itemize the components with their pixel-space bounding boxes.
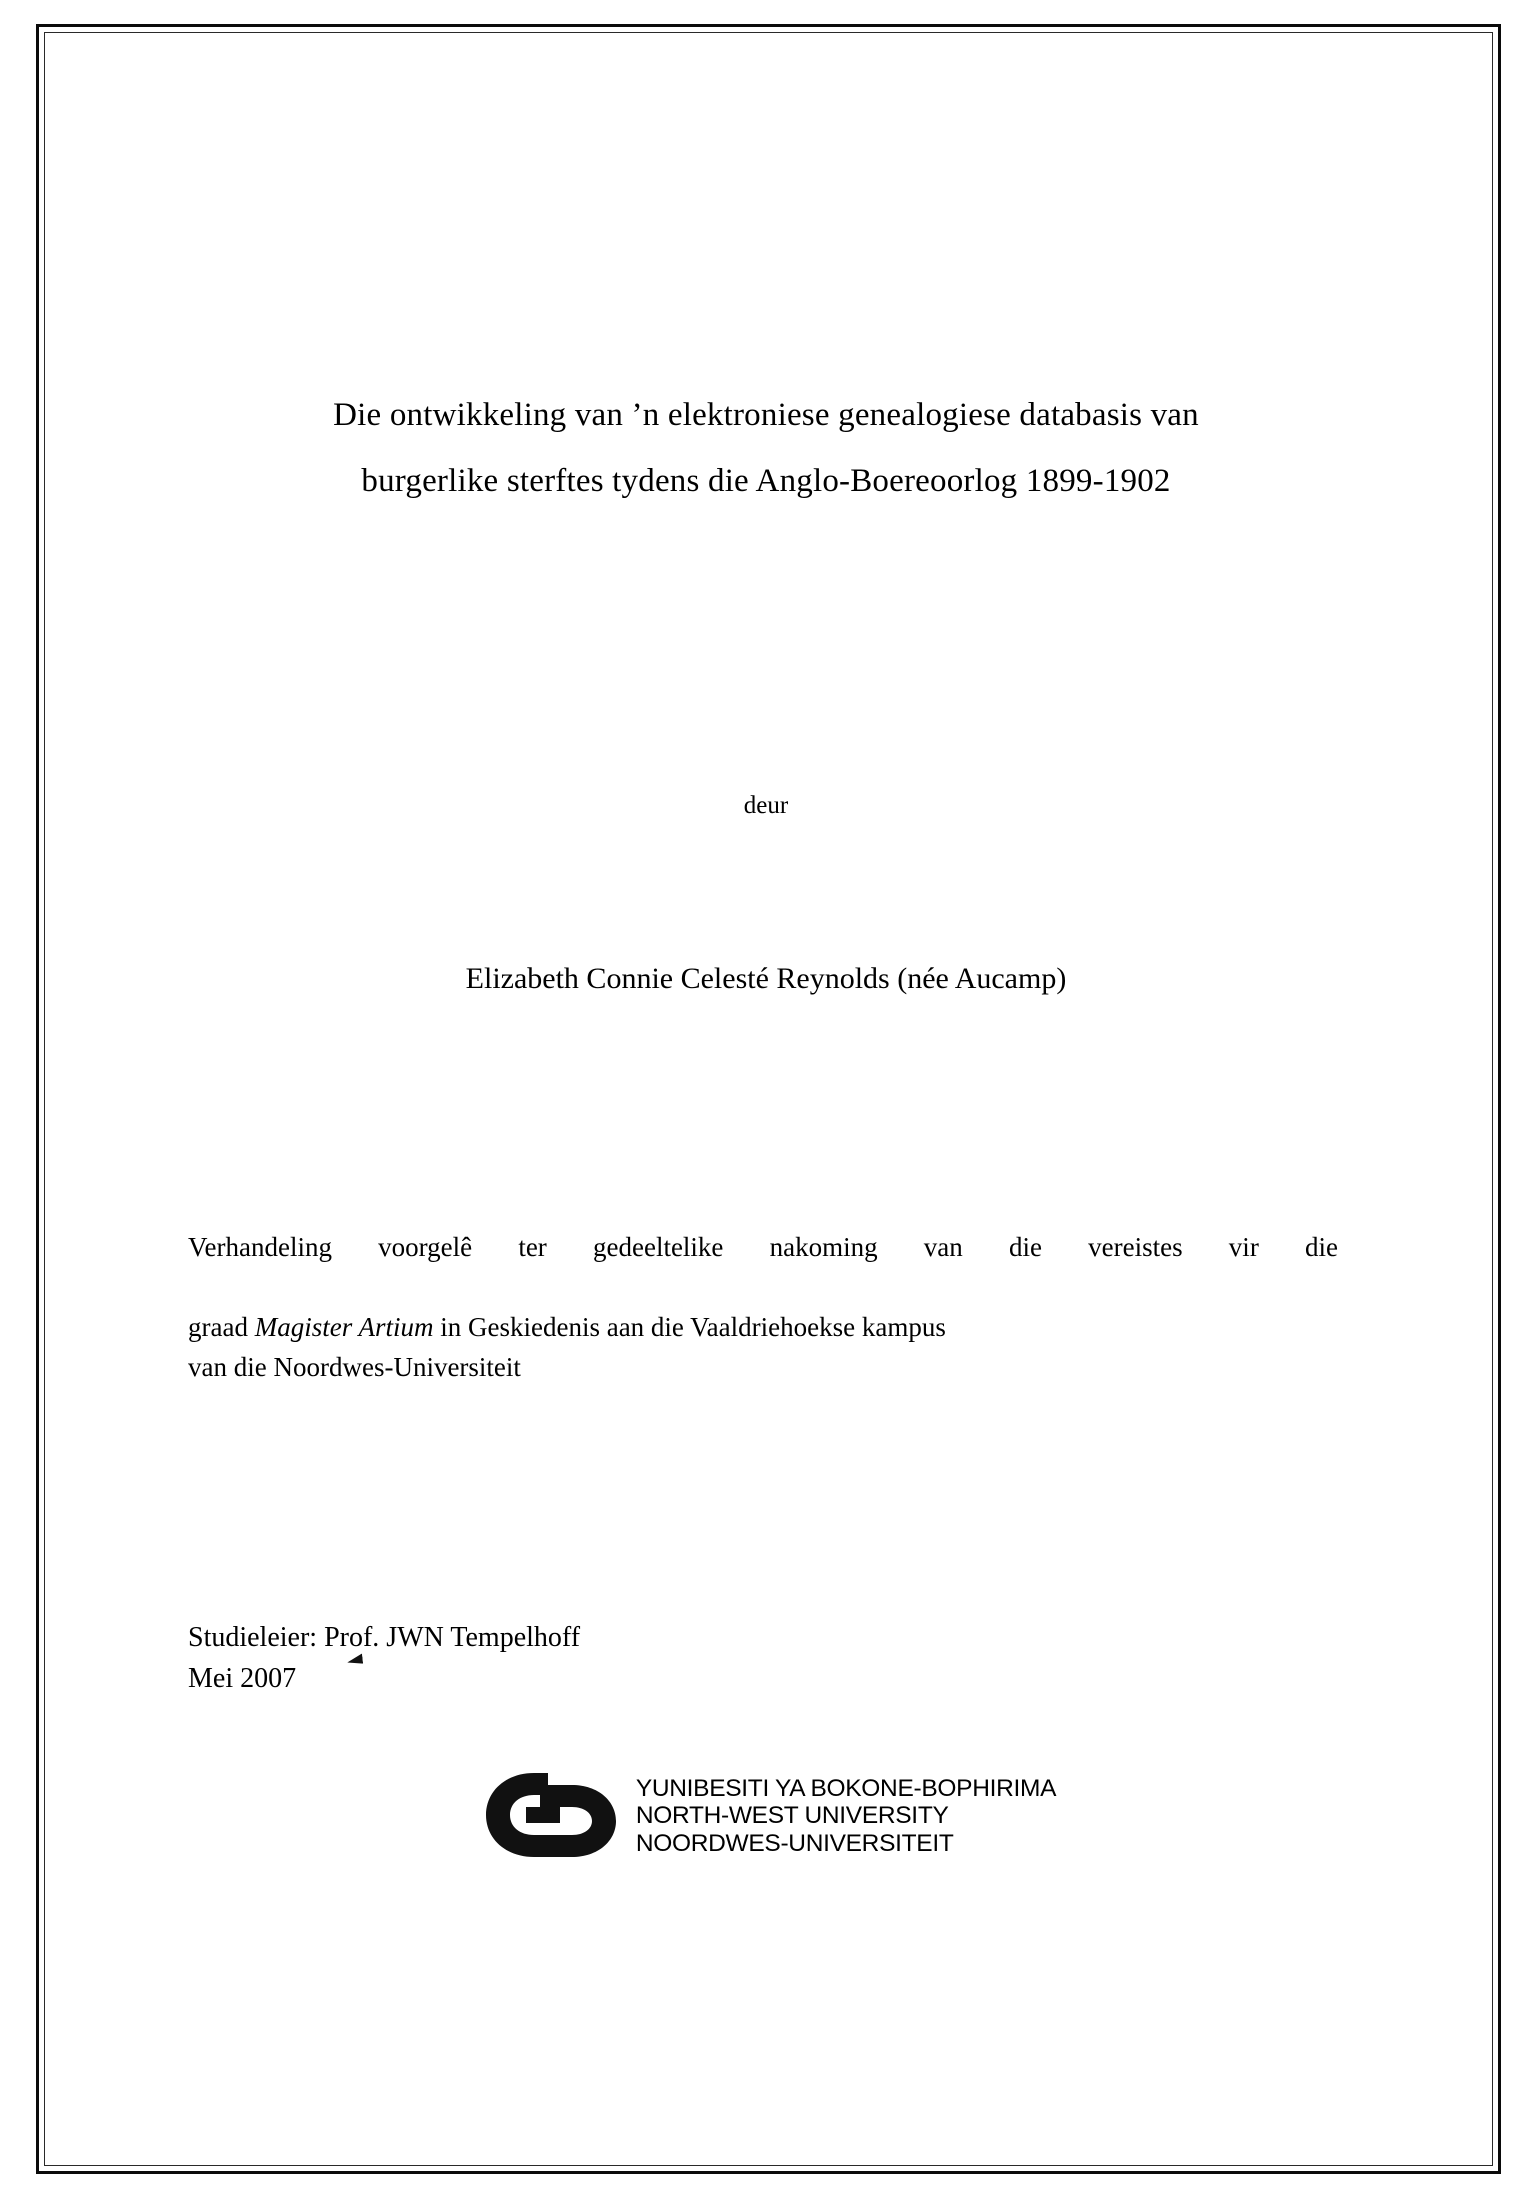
degree-statement-line-2-pre: graad (188, 1312, 255, 1342)
logo-text-line-1: YUNIBESITI YA BOKONE-BOPHIRIMA (635, 1774, 1057, 1802)
title-line-1: Die ontwikkeling van ’n elektroniese genealogiese databasis van (333, 397, 1199, 433)
degree-statement-line-2-post: in Geskiedenis aan die Vaaldriehoekse kampus (433, 1312, 946, 1342)
degree-statement-line-1: Verhandeling voorgelê ter gedeeltelike nakoming van die vereistes vir die (188, 1232, 1338, 1262)
title-page-content (186, 32, 1346, 2132)
logo-text-line-2: NORTH-WEST UNIVERSITY (635, 1802, 949, 1830)
author-name: Elizabeth Connie Celesté Reynolds (née Aucamp) (465, 962, 1067, 995)
degree-name-italic: Magister Artium (254, 1312, 434, 1342)
degree-statement (188, 1227, 1338, 1387)
degree-statement-line-3: van die Noordwes-Universiteit (188, 1352, 521, 1382)
degree-statement-line-2 (188, 1312, 946, 1342)
logo-text-line-3: NOORDWES-UNIVERSITEIT (635, 1829, 954, 1857)
title-line-2: burgerlike sterftes tydens die Anglo-Boereoorlog 1899-1902 (361, 463, 1171, 499)
supervisor-block (188, 1617, 1188, 1699)
date-line: Mei 2007 (188, 1663, 297, 1694)
university-logo-text (636, 1773, 1056, 1858)
university-logo (186, 1767, 1346, 1863)
supervisor-line: Studieleier: Prof. JWN Tempelhoff (188, 1622, 581, 1653)
by-label: deur (743, 792, 789, 819)
nwu-logo-icon (476, 1767, 626, 1863)
page-title (186, 382, 1346, 514)
